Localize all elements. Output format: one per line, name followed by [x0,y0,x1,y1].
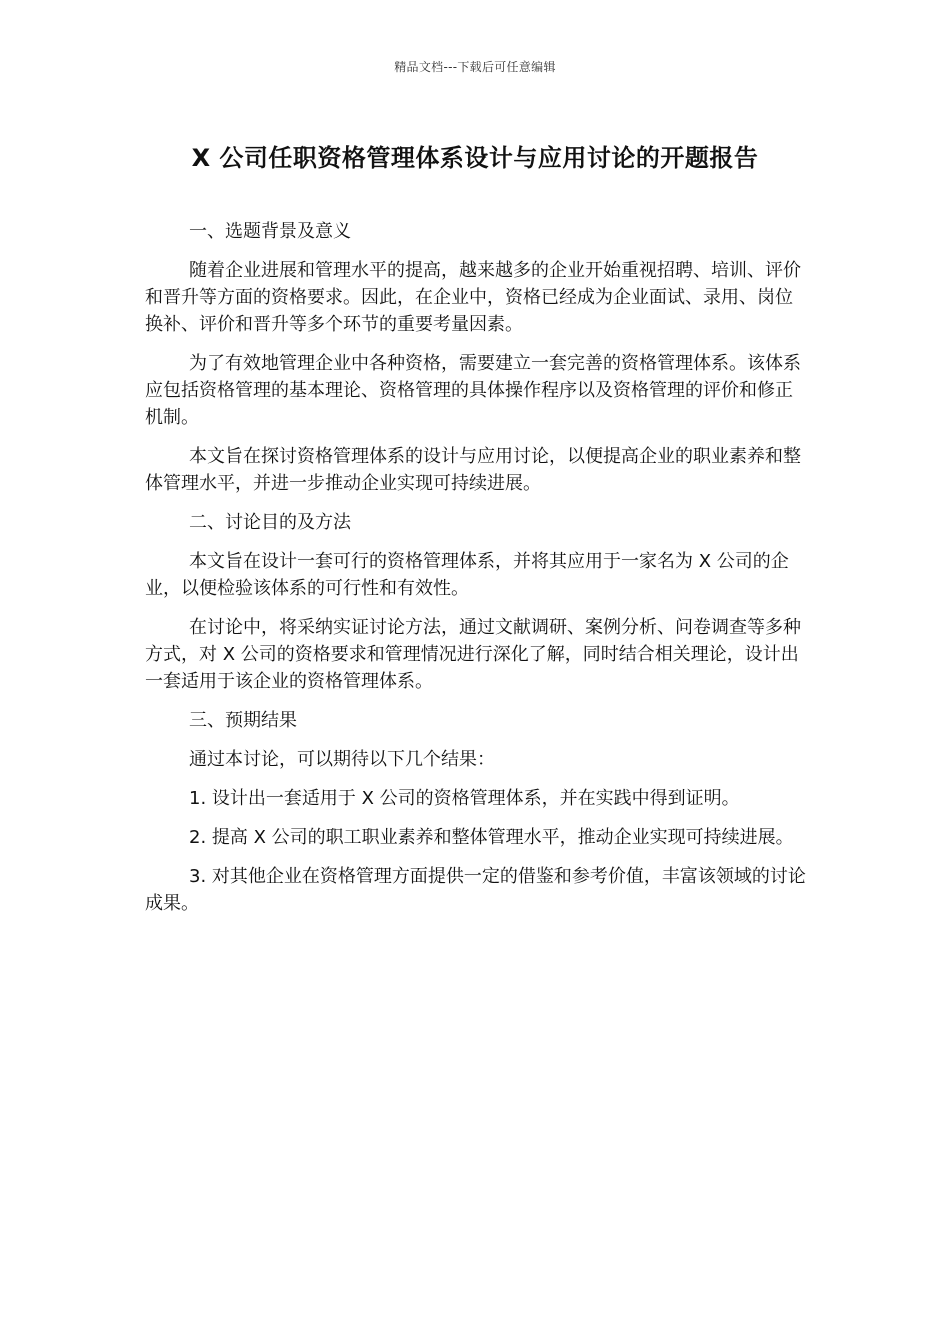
paragraph: 本文旨在探讨资格管理体系的设计与应用讨论，以便提高企业的职业素养和整体管理水平，并进一步推动企业实现可持续进展。 [145,446,801,494]
section-heading-background: 一、选题背景及意义 [189,221,351,242]
paragraph: 本文旨在设计一套可行的资格管理体系，并将其应用于一家名为 X 公司的企业，以便检验该体系的可行性和有效性。 [145,551,789,599]
document-title: X 公司任职资格管理体系设计与应用讨论的开题报告 [191,144,759,172]
result-item: 2. 提高 X 公司的职工职业素养和整体管理水平，推动企业实现可持续进展。 [189,827,794,848]
result-item: 1. 设计出一套适用于 X 公司的资格管理体系，并在实践中得到证明。 [189,788,740,809]
header-note: 精品文档---下载后可任意编辑 [394,60,556,74]
section-heading-results: 三、预期结果 [189,710,297,731]
paragraph: 为了有效地管理企业中各种资格，需要建立一套完善的资格管理体系。该体系应包括资格管理的基本理论、资格管理的具体操作程序以及资格管理的评价和修正机制。 [145,353,801,428]
document-body [145,218,810,929]
section-heading-purpose: 二、讨论目的及方法 [189,512,351,533]
paragraph: 通过本讨论，可以期待以下几个结果： [189,749,495,770]
paragraph: 随着企业进展和管理水平的提高，越来越多的企业开始重视招聘、培训、评价和晋升等方面的资格要求。因此，在企业中，资格已经成为企业面试、录用、岗位换补、评价和晋升等多个环节的重要考量因素。 [145,260,801,335]
result-item: 3. 对其他企业在资格管理方面提供一定的借鉴和参考价值，丰富该领域的讨论成果。 [145,866,806,914]
paragraph: 在讨论中，将采纳实证讨论方法，通过文献调研、案例分析、问卷调查等多种方式，对 X 公司的资格要求和管理情况进行深化了解，同时结合相关理论，设计出一套适用于该企业的资格管理体系。 [145,617,801,692]
